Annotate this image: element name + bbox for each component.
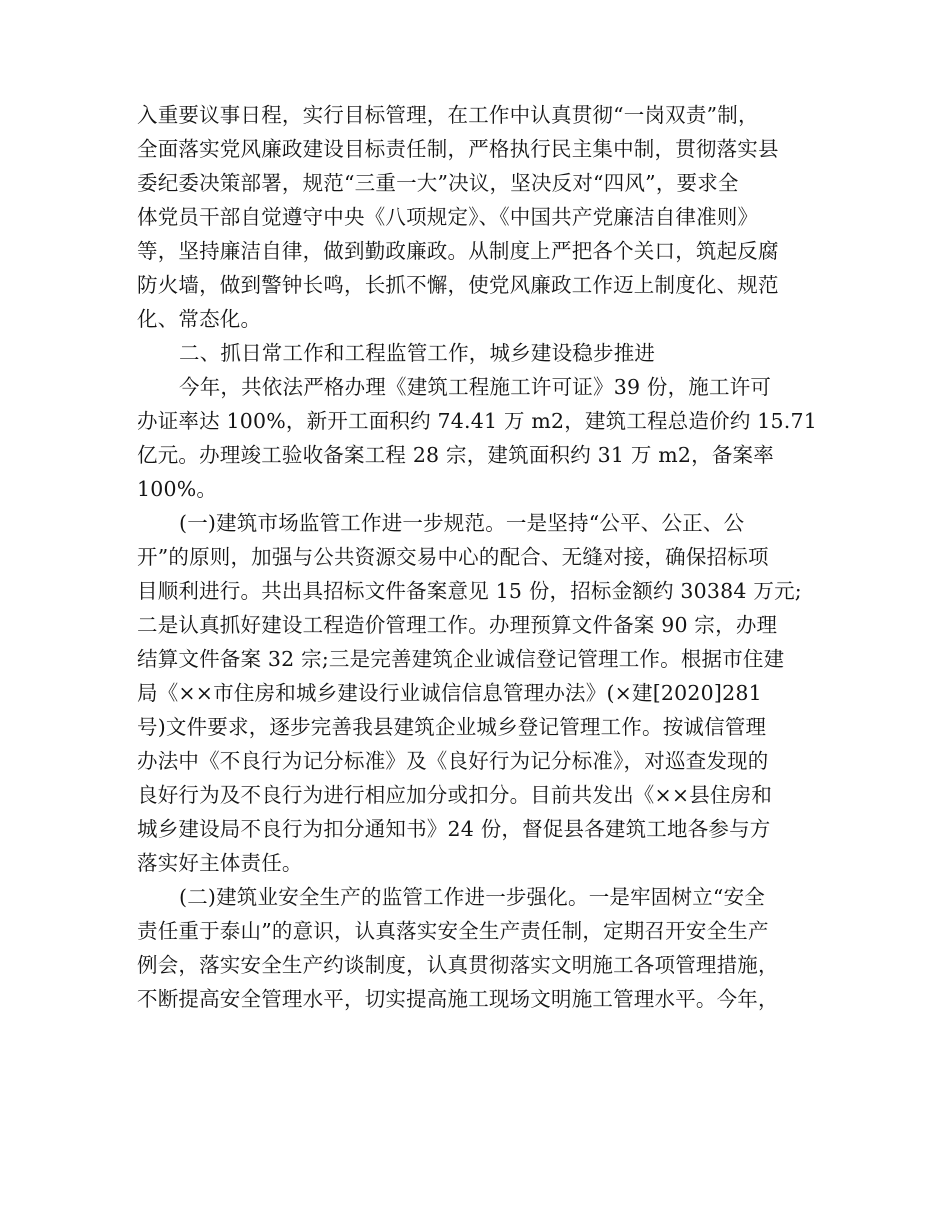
text-line: 不断提高安全管理水平，切实提高施工现场文明施工管理水平。今年， — [137, 987, 779, 1011]
text-line: 办证率达 100%，新开工面积约 74.41 万 m2，建筑工程总造价约 15.71 — [137, 409, 817, 433]
text-line: 全面落实党风廉政建设目标责任制，严格执行民主集中制，贯彻落实县 — [137, 137, 779, 161]
text-line: 100%。 — [137, 477, 218, 501]
text-line: (一)建筑市场监管工作进一步规范。一是坚持“公平、公正、公 — [179, 511, 745, 535]
text-line: 局《××市住房和城乡建设行业诚信信息管理办法》(×建[2020]281 — [137, 681, 762, 705]
text-line: 开”的原则，加强与公共资源交易中心的配合、无缝对接，确保招标项 — [137, 545, 769, 569]
text-line: 入重要议事日程，实行目标管理，在工作中认真贯彻“一岗双责”制， — [137, 103, 759, 127]
text-line: 亿元。办理竣工验收备案工程 28 宗，建筑面积约 31 万 m2，备案率 — [137, 443, 774, 467]
text-line: 化、常态化。 — [137, 307, 262, 331]
text-line: 号)文件要求，逐步完善我县建筑企业城乡登记管理工作。按诚信管理 — [137, 715, 767, 739]
text-line: 责任重于泰山”的意识，认真落实安全生产责任制，定期召开安全生产 — [137, 919, 769, 943]
text-line: (二)建筑业安全生产的监管工作进一步强化。一是牢固树立“安全 — [179, 885, 765, 909]
text-line: 良好行为及不良行为进行相应加分或扣分。目前共发出《××县住房和 — [137, 783, 773, 807]
body-text — [137, 98, 817, 1016]
text-line: 委纪委决策部署，规范“三重一大”决议，坚决反对“四风”，要求全 — [137, 171, 739, 195]
text-line: 体党员干部自觉遵守中央《八项规定》、《中国共产党廉洁自律准则》 — [137, 205, 759, 229]
text-line: 目顺利进行。共出具招标文件备案意见 15 份，招标金额约 30384 万元; — [137, 579, 802, 603]
text-line: 防火墙，做到警钟长鸣，长抓不懈，使党风廉政工作迈上制度化、规范 — [137, 273, 779, 297]
text-line: 结算文件备案 32 宗;三是完善建筑企业诚信登记管理工作。根据市住建 — [137, 647, 785, 671]
text-line: 办法中《不良行为记分标准》及《良好行为记分标准》，对巡查发现的 — [137, 749, 769, 773]
text-line: 例会，落实安全生产约谈制度，认真贯彻落实文明施工各项管理措施， — [137, 953, 779, 977]
text-line: 今年，共依法严格办理《建筑工程施工许可证》39 份，施工许可 — [179, 375, 772, 399]
text-line: 二、抓日常工作和工程监管工作，城乡建设稳步推进 — [179, 341, 656, 365]
text-line: 落实好主体责任。 — [137, 851, 303, 875]
text-line: 等，坚持廉洁自律，做到勤政廉政。从制度上严把各个关口，筑起反腐 — [137, 239, 779, 263]
text-line: 城乡建设局不良行为扣分通知书》24 份，督促县各建筑工地各参与方 — [137, 817, 771, 841]
text-line: 二是认真抓好建设工程造价管理工作。办理预算文件备案 90 宗，办理 — [137, 613, 778, 637]
